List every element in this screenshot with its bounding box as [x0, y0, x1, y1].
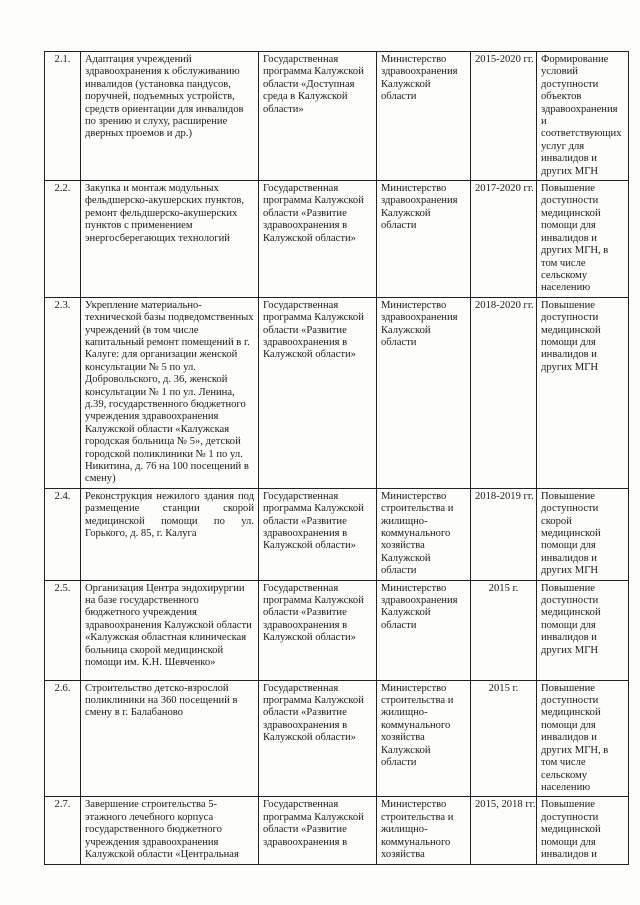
executor-cell: Министерство здравоохранения Калужской области: [377, 580, 471, 680]
table-row: [45, 488, 629, 580]
activity-cell: Укрепление материально-технической базы подведомственных учреждений (в том числе капитальный ремонт помещений в г. Калуге: для организации женской консультации № 5 по ул. Добровольского, д. 36, женской консультации № 1 по ул. Ленина, д.39, государственного бюджетного учреждения здравоохранения Калужской области «Калужская городская больница № 5», детской городской поликлиники № 1 по ул. Никитина, д. 76 на 100 посещений в смену): [81, 297, 259, 488]
result-cell: Повышение доступности медицинской помощи для инвалидов и других МГН: [537, 297, 629, 488]
activity-cell: Закупка и монтаж модульных фельдшерско-акушерских пунктов, ремонт фельдшерско-акушерских пунктов с применением энергосберегающих технологий: [81, 181, 259, 298]
result-cell: Формирование условий доступности объектов здравоохранения и соответствующих услуг для инвалидов и других МГН: [537, 52, 629, 181]
program-cell: Государственная программа Калужской области «Развитие здравоохранения в: [259, 797, 377, 865]
table-row: [45, 680, 629, 797]
executor-cell: Министерство строительства и жилищно-коммунального хозяйства: [377, 797, 471, 865]
row-number: 2.3.: [45, 297, 81, 488]
years-cell: 2015 г.: [471, 680, 537, 797]
result-cell: Повышение доступности медицинской помощи для инвалидов и других МГН, в том числе сельскому населению: [537, 181, 629, 298]
program-cell: Государственная программа Калужской области «Доступная среда в Калужской области»: [259, 52, 377, 181]
result-cell: Повышение доступности медицинской помощи для инвалидов и других МГН, в том числе сельскому населению: [537, 680, 629, 797]
activity-cell: Строительство детско-взрослой поликлиники на 360 посещений в смену в г. Балабаново: [81, 680, 259, 797]
table-row: [45, 580, 629, 680]
row-number: 2.5.: [45, 580, 81, 680]
years-cell: 2017-2020 гг.: [471, 181, 537, 298]
executor-cell: Министерство строительства и жилищно-коммунального хозяйства Калужской области: [377, 488, 471, 580]
years-cell: 2015, 2018 гг.: [471, 797, 537, 865]
program-cell: Государственная программа Калужской области «Развитие здравоохранения в Калужской области»: [259, 297, 377, 488]
table-row: [45, 181, 629, 298]
program-cell: Государственная программа Калужской области «Развитие здравоохранения в Калужской области»: [259, 680, 377, 797]
activity-cell: Адаптация учреждений здравоохранения к обслуживанию инвалидов (установка пандусов, поручней, подъемных устройств, средств ориентации для инвалидов по зрению и слуху, расширение дверных проемов и др.): [81, 52, 259, 181]
years-cell: 2015-2020 гг.: [471, 52, 537, 181]
row-number: 2.4.: [45, 488, 81, 580]
result-cell: Повышение доступности скорой медицинской помощи для инвалидов и других МГН: [537, 488, 629, 580]
measures-table: [44, 51, 629, 865]
activity-cell: Завершение строительства 5-этажного лечебного корпуса государственного бюджетного учреждения здравоохранения Калужской области «Центральная: [81, 797, 259, 865]
years-cell: 2018-2020 гг.: [471, 297, 537, 488]
row-number: 2.1.: [45, 52, 81, 181]
program-cell: Государственная программа Калужской области «Развитие здравоохранения в Калужской области»: [259, 488, 377, 580]
executor-cell: Министерство строительства и жилищно-коммунального хозяйства Калужской области: [377, 680, 471, 797]
years-cell: 2018-2019 гг.: [471, 488, 537, 580]
row-number: 2.2.: [45, 181, 81, 298]
executor-cell: Министерство здравоохранения Калужской области: [377, 297, 471, 488]
activity-cell: Организация Центра эндохирургии на базе государственного бюджетного учреждения здравоохранения Калужской области «Калужская областная клиническая больница скорой медицинской помощи им. К.Н. Шевченко»: [81, 580, 259, 680]
activity-cell: Реконструкция нежилого здания под размещение станции скорой медицинской помощи по ул. Горького, д. 85, г. Калуга: [81, 488, 259, 580]
table-row: [45, 297, 629, 488]
program-cell: Государственная программа Калужской области «Развитие здравоохранения в Калужской области»: [259, 580, 377, 680]
result-cell: Повышение доступности медицинской помощи для инвалидов и других МГН: [537, 580, 629, 680]
table-row: [45, 797, 629, 865]
program-cell: Государственная программа Калужской области «Развитие здравоохранения в Калужской области»: [259, 181, 377, 298]
executor-cell: Министерство здравоохранения Калужской области: [377, 181, 471, 298]
years-cell: 2015 г.: [471, 580, 537, 680]
row-number: 2.7.: [45, 797, 81, 865]
executor-cell: Министерство здравоохранения Калужской области: [377, 52, 471, 181]
table-row: [45, 52, 629, 181]
result-cell: Повышение доступности медицинской помощи для инвалидов и: [537, 797, 629, 865]
row-number: 2.6.: [45, 680, 81, 797]
